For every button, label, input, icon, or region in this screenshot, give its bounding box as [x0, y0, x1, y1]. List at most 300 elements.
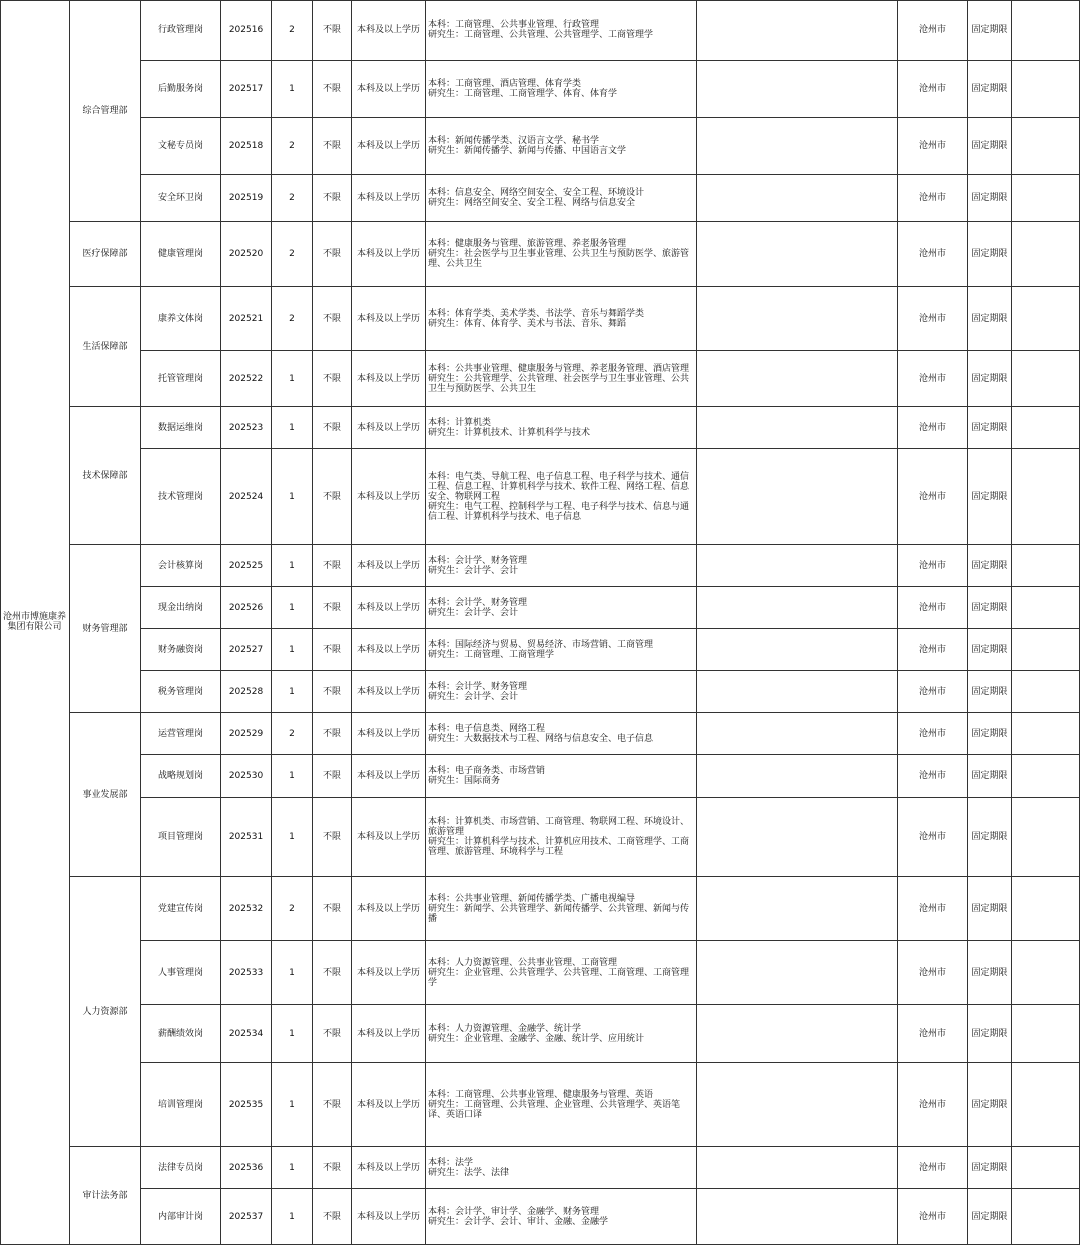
cell-text: 本科：计算机类、市场营销、工商管理、物联网工程、环境设计、旅游管理 研究生：计算机科学与技术、计算机应用技术、工商管理学、工商管理、旅游管理、环境科学与工程 [428, 817, 690, 857]
cell-text: 税务管理岗 [157, 686, 203, 697]
cell-text: 不限 [322, 1099, 341, 1110]
cell-text: 后勤服务岗 [157, 84, 203, 94]
cell-text: 202530 [228, 771, 264, 781]
location-cell [898, 798, 968, 877]
empty-cell [1012, 61, 1080, 118]
cell-text: 本科：工商管理、公共事业管理、行政管理 研究生：工商管理、公共管理、公共管理学、工商管理学 [428, 20, 654, 40]
cell-text: 不限 [322, 967, 341, 978]
edu-cell [352, 545, 426, 587]
post-cell [141, 755, 221, 798]
cell-text: 202528 [228, 686, 264, 697]
cell-text: 本科及以上学历 [356, 193, 420, 203]
cell-text: 沧州市 [918, 1211, 946, 1222]
post-cell [141, 351, 221, 407]
code-cell [221, 407, 272, 449]
cell-text: 沧州市 [918, 313, 946, 324]
location-cell [898, 351, 968, 407]
cell-text: 本科：新闻传播学类、汉语言文学、秘书学 研究生：新闻传播学、新闻与传播、中国语言文学 [428, 136, 627, 156]
major-cell [426, 671, 697, 713]
term-cell [968, 877, 1012, 941]
cell-text: 财务管理部 [82, 623, 128, 634]
post-cell [141, 877, 221, 941]
cell-text: 1 [289, 686, 295, 697]
cell-text: 不限 [322, 84, 341, 94]
cell-text: 沧州市 [918, 193, 946, 203]
cell-text: 沧州市 [918, 644, 946, 655]
code-cell [221, 449, 272, 545]
code-cell [221, 1147, 272, 1189]
count-cell [272, 1063, 313, 1147]
cell-text: 本科及以上学历 [356, 1162, 420, 1173]
cell-text: 本科及以上学历 [356, 560, 420, 571]
term-cell [968, 449, 1012, 545]
location-cell [898, 629, 968, 671]
location-cell [898, 877, 968, 941]
cell-text: 202524 [228, 491, 264, 502]
post-cell [141, 61, 221, 118]
edu-cell [352, 222, 426, 287]
cell-text: 202522 [228, 373, 264, 384]
edu-cell [352, 351, 426, 407]
cell-text: 202532 [228, 903, 264, 914]
cell-text: 沧州市 [918, 728, 946, 739]
cell-text: 沧州市 [918, 422, 946, 433]
count-cell [272, 798, 313, 877]
cell-text: 202525 [228, 560, 264, 571]
term-cell [968, 175, 1012, 222]
cell-text: 固定期限 [971, 193, 1008, 203]
cell-text: 沧州市 [918, 141, 946, 151]
cell-text: 固定期限 [971, 422, 1008, 433]
cell-text: 1 [289, 373, 295, 384]
term-cell [968, 941, 1012, 1005]
cell-text: 本科及以上学历 [356, 686, 420, 697]
cell-text: 沧州市 [918, 1099, 946, 1110]
major-cell [426, 1147, 697, 1189]
cell-text: 固定期限 [971, 1211, 1008, 1222]
cell-text: 1 [289, 771, 295, 781]
edu-cell [352, 449, 426, 545]
cell-text: 2 [289, 903, 295, 914]
cell-text: 本科：会计学、财务管理 研究生：会计学、会计 [428, 597, 528, 618]
cell-text: 不限 [322, 249, 341, 259]
code-cell [221, 798, 272, 877]
cell-text: 1 [289, 84, 295, 94]
count-cell [272, 1189, 313, 1245]
term-cell [968, 545, 1012, 587]
cell-text: 固定期限 [971, 728, 1008, 739]
cell-text: 固定期限 [971, 686, 1008, 697]
cell-text: 本科：信息安全、网络空间安全、安全工程、环境设计 研究生：网络空间安全、安全工程、网络与信息安全 [428, 188, 645, 208]
empty-cell [697, 629, 898, 671]
empty-cell [1012, 287, 1080, 351]
cell-text: 固定期限 [971, 249, 1008, 259]
edu-cell [352, 941, 426, 1005]
cell-text: 202517 [228, 84, 264, 94]
cell-text: 本科：工商管理、酒店管理、体育学类 研究生：工商管理、工商管理学、体育、体育学 [428, 79, 618, 99]
count-cell [272, 941, 313, 1005]
age-cell [313, 287, 352, 351]
cell-text: 本科：健康服务与管理、旅游管理、养老服务管理 研究生：社会医学与卫生事业管理、公共卫生与预防医学、旅游管理、公共卫生 [428, 239, 690, 269]
cell-text: 本科及以上学历 [356, 1211, 420, 1222]
cell-text: 数据运维岗 [157, 422, 203, 433]
code-cell [221, 61, 272, 118]
count-cell [272, 118, 313, 175]
cell-text: 生活保障部 [82, 341, 128, 352]
age-cell [313, 61, 352, 118]
code-cell [221, 671, 272, 713]
post-cell [141, 713, 221, 755]
cell-text: 不限 [322, 1162, 341, 1173]
location-cell [898, 1189, 968, 1245]
empty-cell [697, 587, 898, 629]
term-cell [968, 629, 1012, 671]
cell-text: 本科：人力资源管理、金融学、统计学 研究生：企业管理、金融学、金融、统计学、应用统计 [428, 1023, 645, 1044]
cell-text: 现金出纳岗 [157, 602, 203, 613]
age-cell [313, 1005, 352, 1063]
post-cell [141, 222, 221, 287]
major-cell [426, 798, 697, 877]
edu-cell [352, 61, 426, 118]
empty-cell [1012, 1063, 1080, 1147]
term-cell [968, 407, 1012, 449]
code-cell [221, 222, 272, 287]
edu-cell [352, 1005, 426, 1063]
cell-text: 不限 [322, 686, 341, 697]
cell-text: 本科：体育学类、美术学类、书法学、音乐与舞蹈学类 研究生：体育、体育学、美术与书法、音乐、舞蹈 [428, 308, 645, 329]
cell-text: 202519 [228, 193, 264, 203]
term-cell [968, 0, 1012, 61]
cell-text: 本科：电气类、导航工程、电子信息工程、电子科学与技术、通信工程、信息工程、计算机科学与技术、软件工程、网络工程、信息安全、物联网工程 研究生：电气工程、控制科学与工程、电子科学与技术、信息与通信工程、计算机科学与技术、电子信息 [428, 471, 690, 522]
cell-text: 固定期限 [971, 560, 1008, 571]
cell-text: 本科及以上学历 [356, 25, 420, 35]
cell-text: 固定期限 [971, 84, 1008, 94]
cell-text: 202529 [228, 728, 264, 739]
code-cell [221, 118, 272, 175]
department-cell [70, 407, 141, 545]
age-cell [313, 587, 352, 629]
cell-text: 文秘专员岗 [157, 141, 203, 151]
cell-text: 本科：会计学、财务管理 研究生：会计学、会计 [428, 555, 528, 576]
code-cell [221, 713, 272, 755]
edu-cell [352, 1147, 426, 1189]
term-cell [968, 755, 1012, 798]
cell-text: 1 [289, 602, 295, 613]
empty-cell [1012, 798, 1080, 877]
edu-cell [352, 0, 426, 61]
cell-text: 党建宣传岗 [157, 903, 203, 914]
empty-cell [697, 671, 898, 713]
major-cell [426, 941, 697, 1005]
cell-text: 本科：法学 研究生：法学、法律 [428, 1157, 510, 1178]
age-cell [313, 941, 352, 1005]
cell-text: 固定期限 [971, 644, 1008, 655]
department-cell [70, 877, 141, 1147]
age-cell [313, 798, 352, 877]
cell-text: 2 [289, 193, 295, 203]
cell-text: 固定期限 [971, 1162, 1008, 1173]
location-cell [898, 449, 968, 545]
edu-cell [352, 407, 426, 449]
cell-text: 本科：人力资源管理、公共事业管理、工商管理 研究生：企业管理、公共管理学、公共管理、工商管理、工商管理学 [428, 957, 690, 988]
cell-text: 固定期限 [971, 313, 1008, 324]
cell-text: 1 [289, 1211, 295, 1222]
cell-text: 202527 [228, 644, 264, 655]
post-cell [141, 1005, 221, 1063]
cell-text: 不限 [322, 141, 341, 151]
cell-text: 202531 [228, 832, 264, 842]
post-cell [141, 671, 221, 713]
major-cell [426, 175, 697, 222]
empty-cell [1012, 671, 1080, 713]
code-cell [221, 351, 272, 407]
cell-text: 本科：计算机类 研究生：计算机技术、计算机科学与技术 [428, 417, 591, 438]
edu-cell [352, 587, 426, 629]
cell-text: 本科及以上学历 [356, 1028, 420, 1039]
count-cell [272, 0, 313, 61]
cell-text: 本科及以上学历 [356, 644, 420, 655]
cell-text: 本科：工商管理、公共事业管理、健康服务与管理、英语 研究生：工商管理、公共管理、企业管理、公共管理学、英语笔译、英语口译 [428, 1089, 681, 1120]
major-cell [426, 877, 697, 941]
department-cell [70, 713, 141, 877]
empty-cell [1012, 1005, 1080, 1063]
post-cell [141, 0, 221, 61]
empty-cell [697, 941, 898, 1005]
cell-text: 人事管理岗 [157, 967, 203, 978]
edu-cell [352, 175, 426, 222]
cell-text: 薪酬绩效岗 [157, 1028, 203, 1039]
empty-cell [1012, 755, 1080, 798]
age-cell [313, 877, 352, 941]
location-cell [898, 0, 968, 61]
cell-text: 固定期限 [971, 967, 1008, 978]
cell-text: 本科及以上学历 [356, 832, 420, 842]
location-cell [898, 118, 968, 175]
empty-cell [697, 118, 898, 175]
cell-text: 技术管理岗 [157, 491, 203, 502]
code-cell [221, 1005, 272, 1063]
cell-text: 不限 [322, 25, 341, 35]
post-cell [141, 449, 221, 545]
empty-cell [697, 1189, 898, 1245]
cell-text: 固定期限 [971, 903, 1008, 914]
count-cell [272, 545, 313, 587]
cell-text: 2 [289, 249, 295, 259]
location-cell [898, 1063, 968, 1147]
age-cell [313, 713, 352, 755]
age-cell [313, 175, 352, 222]
term-cell [968, 287, 1012, 351]
count-cell [272, 407, 313, 449]
post-cell [141, 407, 221, 449]
cell-text: 固定期限 [971, 832, 1008, 842]
location-cell [898, 1005, 968, 1063]
cell-text: 202534 [228, 1028, 264, 1039]
cell-text: 本科：公共事业管理、新闻传播学类、广播电视编导 研究生：新闻学、公共管理学、新闻传播学、公共管理、新闻与传播 [428, 893, 690, 924]
cell-text: 固定期限 [971, 1028, 1008, 1039]
major-cell [426, 713, 697, 755]
post-cell [141, 118, 221, 175]
cell-text: 固定期限 [971, 602, 1008, 613]
cell-text: 本科：国际经济与贸易、贸易经济、市场营销、工商管理 研究生：工商管理、工商管理学 [428, 639, 654, 660]
cell-text: 2 [289, 25, 295, 35]
age-cell [313, 118, 352, 175]
cell-text: 本科及以上学历 [356, 1099, 420, 1110]
cell-text: 2 [289, 313, 295, 324]
cell-text: 本科及以上学历 [356, 373, 420, 384]
cell-text: 不限 [322, 832, 341, 842]
department-cell [70, 0, 141, 222]
cell-text: 202535 [228, 1099, 264, 1110]
cell-text: 1 [289, 560, 295, 571]
cell-text: 202523 [228, 422, 264, 433]
cell-text: 本科及以上学历 [356, 84, 420, 94]
empty-cell [1012, 0, 1080, 61]
cell-text: 本科及以上学历 [356, 903, 420, 914]
cell-text: 综合管理部 [82, 105, 128, 116]
cell-text: 沧州市 [918, 686, 946, 697]
major-cell [426, 287, 697, 351]
cell-text: 202537 [228, 1211, 264, 1222]
empty-cell [1012, 449, 1080, 545]
code-cell [221, 175, 272, 222]
cell-text: 不限 [322, 644, 341, 655]
term-cell [968, 1063, 1012, 1147]
empty-cell [697, 175, 898, 222]
major-cell [426, 1189, 697, 1245]
empty-cell [1012, 222, 1080, 287]
cell-text: 1 [289, 422, 295, 433]
cell-text: 本科：会计学、财务管理 研究生：会计学、会计 [428, 681, 528, 702]
department-cell [70, 287, 141, 407]
location-cell [898, 1147, 968, 1189]
empty-cell [697, 877, 898, 941]
empty-cell [1012, 175, 1080, 222]
cell-text: 1 [289, 644, 295, 655]
cell-text: 法律专员岗 [157, 1162, 203, 1173]
cell-text: 不限 [322, 313, 341, 324]
cell-text: 人力资源部 [82, 1006, 128, 1017]
age-cell [313, 545, 352, 587]
cell-text: 沧州市 [918, 967, 946, 978]
empty-cell [1012, 1189, 1080, 1245]
empty-cell [697, 1147, 898, 1189]
cell-text: 沧州市 [918, 84, 946, 94]
post-cell [141, 798, 221, 877]
term-cell [968, 61, 1012, 118]
count-cell [272, 449, 313, 545]
cell-text: 财务融资岗 [157, 644, 203, 655]
cell-text: 安全环卫岗 [157, 193, 203, 203]
count-cell [272, 713, 313, 755]
code-cell [221, 1189, 272, 1245]
cell-text: 202518 [228, 141, 264, 151]
location-cell [898, 587, 968, 629]
age-cell [313, 222, 352, 287]
count-cell [272, 877, 313, 941]
major-cell [426, 1005, 697, 1063]
cell-text: 固定期限 [971, 373, 1008, 384]
cell-text: 本科：电子商务类、市场营销 研究生：国际商务 [428, 766, 546, 786]
cell-text: 医疗保障部 [82, 249, 128, 259]
code-cell [221, 629, 272, 671]
cell-text: 不限 [322, 560, 341, 571]
code-cell [221, 287, 272, 351]
department-cell [70, 222, 141, 287]
post-cell [141, 1189, 221, 1245]
count-cell [272, 671, 313, 713]
cell-text: 技术保障部 [82, 470, 128, 481]
cell-text: 沧州市博施康养 集团有限公司 [2, 612, 66, 632]
cell-text: 本科及以上学历 [356, 249, 420, 259]
empty-cell [1012, 587, 1080, 629]
major-cell [426, 118, 697, 175]
term-cell [968, 587, 1012, 629]
cell-text: 沧州市 [918, 832, 946, 842]
count-cell [272, 1005, 313, 1063]
cell-text: 本科及以上学历 [356, 422, 420, 433]
age-cell [313, 629, 352, 671]
major-cell [426, 755, 697, 798]
cell-text: 1 [289, 1099, 295, 1110]
cell-text: 本科及以上学历 [356, 491, 420, 502]
cell-text: 沧州市 [918, 373, 946, 384]
cell-text: 不限 [322, 193, 341, 203]
cell-text: 沧州市 [918, 602, 946, 613]
cell-text: 本科及以上学历 [356, 771, 420, 781]
cell-text: 本科：电子信息类、网络工程 研究生：大数据技术与工程、网络与信息安全、电子信息 [428, 723, 654, 744]
code-cell [221, 755, 272, 798]
major-cell [426, 545, 697, 587]
post-cell [141, 941, 221, 1005]
edu-cell [352, 671, 426, 713]
cell-text: 沧州市 [918, 560, 946, 571]
post-cell [141, 1063, 221, 1147]
cell-text: 内部审计岗 [157, 1211, 203, 1222]
major-cell [426, 0, 697, 61]
cell-text: 本科及以上学历 [356, 313, 420, 324]
empty-cell [1012, 407, 1080, 449]
empty-cell [697, 545, 898, 587]
cell-text: 沧州市 [918, 25, 946, 35]
cell-text: 202520 [228, 249, 264, 259]
empty-cell [1012, 877, 1080, 941]
empty-cell [697, 1005, 898, 1063]
cell-text: 1 [289, 832, 295, 842]
empty-cell [1012, 713, 1080, 755]
cell-text: 事业发展部 [82, 789, 128, 800]
cell-text: 沧州市 [918, 903, 946, 914]
empty-cell [697, 222, 898, 287]
cell-text: 固定期限 [971, 491, 1008, 502]
age-cell [313, 449, 352, 545]
cell-text: 不限 [322, 1211, 341, 1222]
post-cell [141, 587, 221, 629]
empty-cell [1012, 351, 1080, 407]
code-cell [221, 587, 272, 629]
empty-cell [697, 61, 898, 118]
empty-cell [1012, 629, 1080, 671]
major-cell [426, 629, 697, 671]
count-cell [272, 222, 313, 287]
cell-text: 固定期限 [971, 771, 1008, 781]
edu-cell [352, 629, 426, 671]
edu-cell [352, 1063, 426, 1147]
cell-text: 战略规划岗 [157, 771, 203, 781]
location-cell [898, 175, 968, 222]
major-cell [426, 449, 697, 545]
cell-text: 2 [289, 141, 295, 151]
